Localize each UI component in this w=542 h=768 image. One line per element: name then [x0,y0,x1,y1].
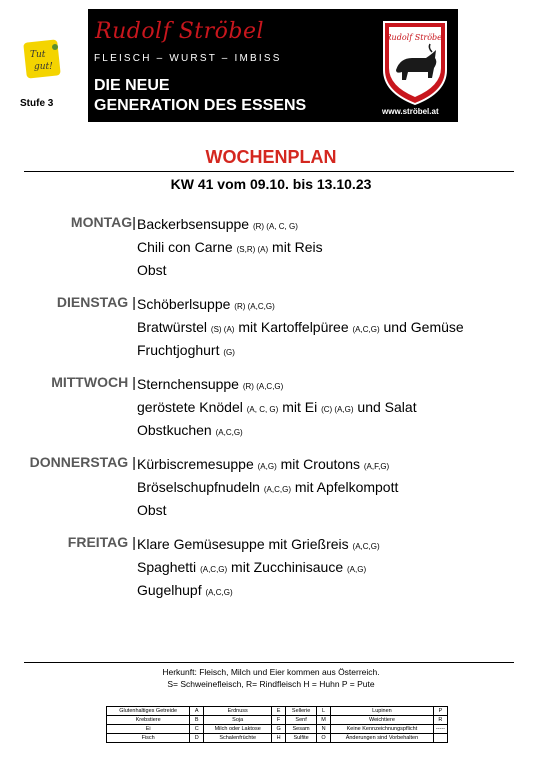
dish-list [137,294,464,363]
table-cell: B [190,716,204,725]
badge-line1: Tut [30,50,46,60]
table-cell: Krebstiere [107,716,190,725]
dish: Klare Gemüsesuppe mit Grießreis (A,C,G) [137,536,380,552]
dish: geröstete Knödel (A, C, G) mit Ei (C) (A,G) und Salat [137,399,417,415]
stufe-label: Stufe 3 [20,98,54,109]
table-cell: O [317,734,331,743]
table-row [107,734,448,743]
table-cell: Sulfite [286,734,317,743]
dish: Obstkuchen (A,C,G) [137,422,243,438]
dish: Bröselschupfnudeln (A,C,G) mit Apfelkompott [137,479,399,495]
table-cell [433,734,447,743]
table-cell: Änderungen sind Vorbehalten [331,734,434,743]
allergen-codes: (A, C, G) [246,405,279,414]
table-cell: M [317,716,331,725]
divider-top [24,171,514,172]
dish: Fruchtjoghurt (G) [137,342,235,358]
day-label: DONNERSTAG | [29,454,136,470]
table-cell: Ei [107,725,190,734]
tut-gut-logo [22,39,62,81]
table-cell: D [190,734,204,743]
dish: Gugelhupf (A,C,G) [137,582,233,598]
bull-shield-logo [378,18,452,106]
allergen-codes: (A,C,G) [352,542,380,551]
dish: Schöberlsuppe (R) (A,C,G) [137,296,275,312]
week-range: KW 41 vom 09.10. bis 13.10.23 [170,176,372,192]
shield-brand: Rudolf Ströbel [385,33,445,42]
allergen-codes: (A,G) [347,565,367,574]
dish: Obst [137,262,167,278]
dish-list [137,374,417,443]
day-label: DIENSTAG | [56,294,136,310]
page-title: WOCHENPLAN [205,147,337,167]
allergen-codes: (S) (A) [210,325,235,334]
table-cell: Sesam [286,725,317,734]
divider-bottom [24,662,514,663]
dish-list [137,214,323,280]
origin-note: Herkunft: Fleisch, Milch und Eier kommen aus Österreich. [162,667,380,677]
allergen-codes: (A,C,G) [200,565,228,574]
dish-list [137,454,398,520]
table-cell: Keine Kennzeichnungspflicht [331,725,434,734]
dish: Chili con Carne (S,R) (A) mit Reis [137,239,323,255]
dish: Bratwürstel (S) (A) mit Kartoffelpüree (A,C,G) und Gemüse [137,319,464,335]
slogan-line1: DIE NEUE [94,77,170,94]
tagline: FLEISCH – WURST – IMBISS [94,53,282,64]
dish: Spaghetti (A,C,G) mit Zucchinisauce (A,G) [137,559,367,575]
table-cell: P [433,707,447,716]
table-cell: L [317,707,331,716]
table-cell: Glutenhaltiges Getreide [107,707,190,716]
table-cell: F [272,716,286,725]
dish: Obst [137,502,167,518]
table-cell: R [433,716,447,725]
table-cell: E [272,707,286,716]
table-cell: Weichtiere [331,716,434,725]
table-cell: Soja [204,716,272,725]
table-cell: G [272,725,286,734]
table-cell: ----- [433,725,447,734]
allergen-codes: (R) (A,C,G) [234,302,275,311]
dish: Kürbiscremesuppe (A,G) mit Croutons (A,F,G) [137,456,390,472]
allergen-codes: (C) (A,G) [321,405,354,414]
slogan-line2: GENERATION DES ESSENS [94,97,307,114]
table-cell: Lupinen [331,707,434,716]
table-cell: Erdnuss [204,707,272,716]
header-banner [88,9,458,122]
allergen-codes: (A,C,G) [215,428,243,437]
table-row [107,707,448,716]
table-cell: A [190,707,204,716]
table-cell: Schalenfrüchte [204,734,272,743]
table-cell: H [272,734,286,743]
dish: Sternchensuppe (R) (A,C,G) [137,376,284,392]
allergen-codes: (R) (A,C,G) [242,382,284,391]
allergen-codes: (A,C,G) [205,588,233,597]
day-label: MONTAG| [70,214,136,230]
allergen-codes: (G) [223,348,235,357]
day-label: FREITAG | [67,534,136,550]
table-cell: Sellerie [286,707,317,716]
brand-name: Rudolf Ströbel [95,19,265,44]
dish: Backerbsensuppe (R) (A, C, G) [137,216,298,232]
allergen-codes: (A,G) [257,462,277,471]
table-cell: N [317,725,331,734]
dish-list [137,534,380,603]
day-label: MITTWOCH | [51,374,136,390]
table-cell: C [190,725,204,734]
allergen-codes: (R) (A, C, G) [252,222,298,231]
table-cell: Senf [286,716,317,725]
table-row [107,725,448,734]
table-cell: Fisch [107,734,190,743]
allergen-codes: (A,F,G) [363,462,390,471]
table-row [107,716,448,725]
allergen-table [106,706,448,743]
allergen-codes: (A,C,G) [352,325,380,334]
meat-legend: S= Schweinefleisch, R= Rindfleisch H = Huhn P = Pute [167,679,375,689]
allergen-codes: (S,R) (A) [236,245,269,254]
table-cell: Milch oder Laktose [204,725,272,734]
allergen-codes: (A,C,G) [263,485,291,494]
badge-line2: gut! [34,62,53,72]
website-url: www.ströbel.at [382,107,439,116]
